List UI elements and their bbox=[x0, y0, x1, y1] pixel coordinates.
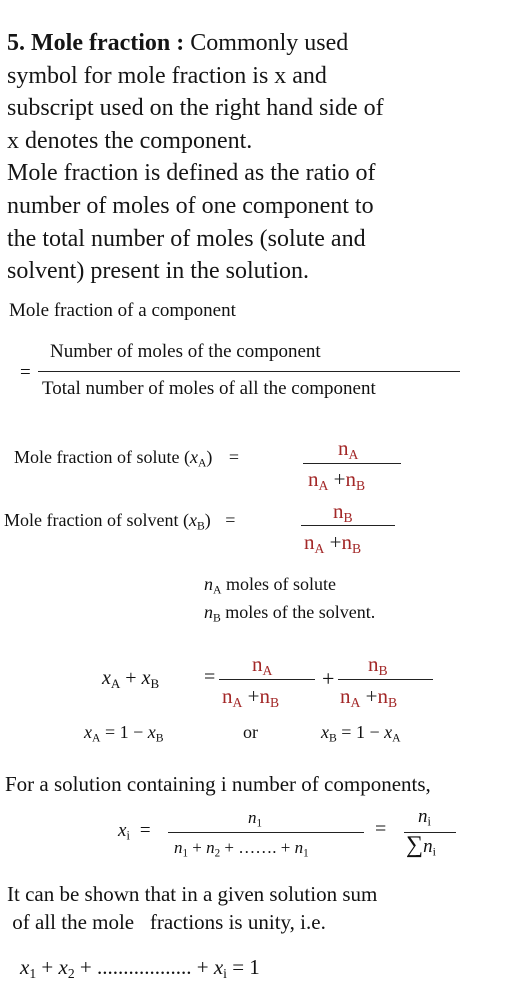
sum-frac2-denominator: $n_A +n_B$ bbox=[340, 684, 398, 711]
intro-paragraph bbox=[7, 27, 502, 288]
definition-denominator: Total number of moles of all the component bbox=[42, 378, 376, 399]
general-denominator-2: $\sum n_i$ bbox=[406, 832, 436, 859]
general-equals-2: = bbox=[375, 818, 387, 840]
solvent-equation: Mole fraction of solvent $(x_B)$ = bbox=[4, 510, 236, 533]
solute-denominator: $n_A +n_B$ bbox=[308, 467, 366, 494]
general-numerator: $n_1$ bbox=[248, 808, 263, 830]
intro-line-2: symbol for mole fraction is x and bbox=[7, 62, 327, 89]
intro-line-7: the total number of moles (solute and bbox=[7, 225, 366, 252]
intro-line-4: x denotes the component. bbox=[7, 127, 253, 154]
sum-equals: = bbox=[204, 666, 216, 688]
conclusion-line-1: It can be shown that in a given solution sum bbox=[7, 882, 378, 906]
definition-numerator: Number of moles of the component bbox=[50, 341, 321, 362]
conclusion-line-2: of all the mole fractions is unity, i.e. bbox=[7, 910, 326, 934]
intro-line-3: subscript used on the right hand side of bbox=[7, 95, 384, 122]
sum-frac1-numerator: $n_A$ bbox=[252, 652, 273, 679]
legend-solute: $n_A$ moles of solute bbox=[204, 574, 336, 597]
definition-fraction-bar bbox=[38, 371, 460, 372]
legend-solvent: $n_B$ moles of the solvent. bbox=[204, 602, 376, 625]
solute-numerator: $n_A$ bbox=[338, 436, 359, 463]
relation-left: $x_A = 1 - x_B$ bbox=[84, 722, 164, 745]
intro-line-1: 5. Mole fraction : Commonly used bbox=[7, 30, 349, 56]
intro-line-5: Mole fraction is defined as the ratio of bbox=[7, 160, 376, 187]
definition-equals: = bbox=[20, 362, 31, 383]
sum-frac2-bar bbox=[338, 679, 433, 680]
intro-line-6: number of moles of one component to bbox=[7, 192, 374, 219]
section-heading: 5. Mole fraction : bbox=[7, 30, 185, 56]
general-denominator: $n_1 + n_2$ + ……. + $n_1$ bbox=[174, 838, 309, 860]
sum-plus: + bbox=[322, 666, 335, 691]
relation-or: or bbox=[243, 722, 258, 742]
intro-line-8: solvent) present in the solution. bbox=[7, 258, 309, 285]
relation-right: $x_B = 1 - x_A$ bbox=[321, 722, 401, 745]
solvent-numerator: $n_B$ bbox=[333, 499, 353, 526]
sum-lhs: $x_A + x_B$ bbox=[102, 667, 160, 691]
general-fraction-bar bbox=[168, 832, 364, 833]
sum-frac1-bar bbox=[219, 679, 315, 680]
solute-equation: Mole fraction of solute $(x_A)$ = bbox=[14, 447, 240, 470]
general-lhs: $x_i$ = bbox=[118, 820, 151, 843]
general-intro: For a solution containing i number of components, bbox=[5, 772, 431, 796]
sum-frac1-denominator: $n_A +n_B$ bbox=[222, 684, 280, 711]
solute-fraction-bar bbox=[303, 463, 401, 464]
general-numerator-2: $n_i$ bbox=[418, 806, 431, 829]
solvent-fraction-bar bbox=[301, 525, 395, 526]
sum-frac2-numerator: $n_B$ bbox=[368, 652, 388, 679]
solvent-denominator: $n_A +n_B$ bbox=[304, 530, 362, 557]
unity-equation: $x_1 + x_2$ + .................. + $x_i = 1$ bbox=[20, 955, 260, 982]
definition-label: Mole fraction of a component bbox=[9, 300, 236, 321]
